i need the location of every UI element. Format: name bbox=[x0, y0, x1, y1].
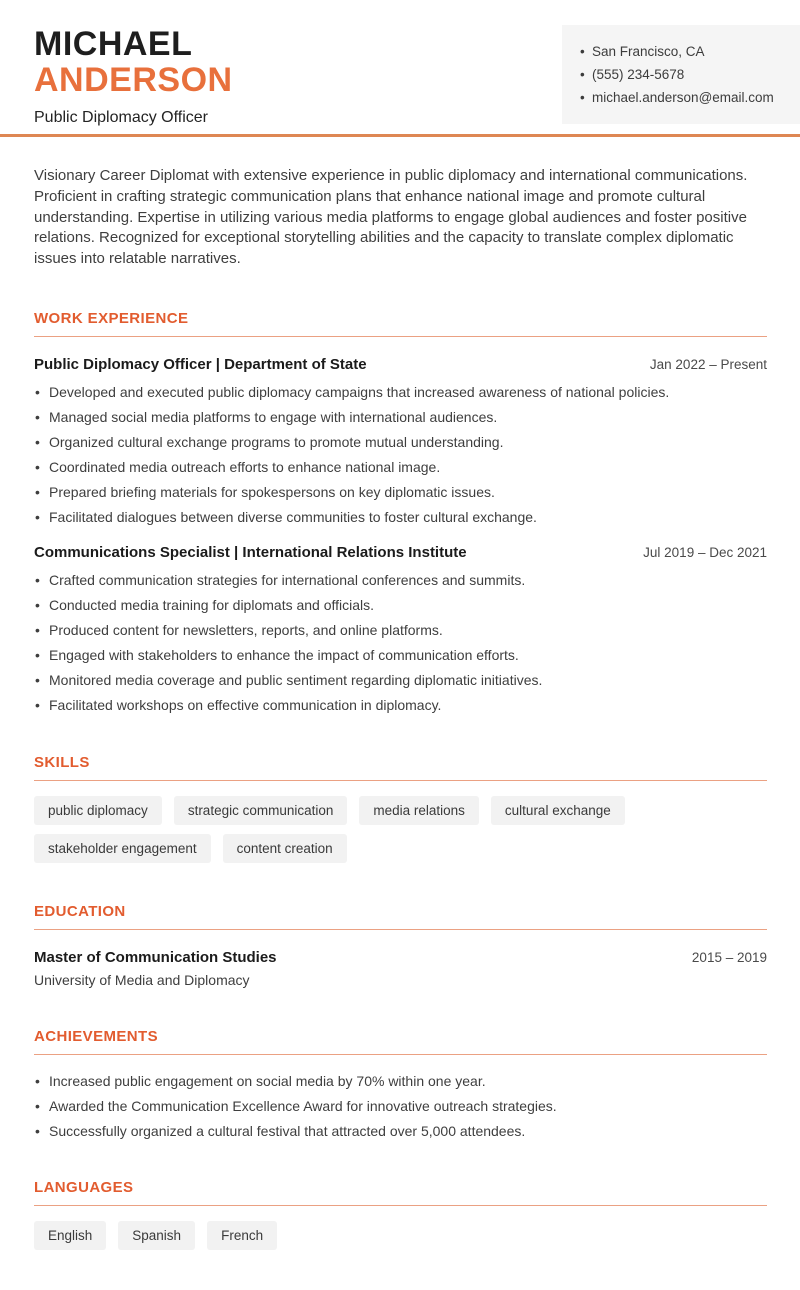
candidate-job-title: Public Diplomacy Officer bbox=[34, 109, 208, 127]
education-header bbox=[34, 949, 767, 966]
achievement-bullet: • Awarded the Communication Excellence Award for innovative outreach strategies. bbox=[34, 1098, 767, 1115]
achievement-bullet: • Increased public engagement on social media by 70% within one year. bbox=[34, 1073, 767, 1090]
section-achievements bbox=[34, 1028, 767, 1140]
section-education bbox=[34, 903, 767, 988]
skill-chip: cultural exchange bbox=[491, 796, 625, 825]
achievement-bullet: • Successfully organized a cultural festival that attracted over 5,000 attendees. bbox=[34, 1123, 767, 1140]
job-bullet-list bbox=[34, 572, 767, 714]
job-bullet: • Engaged with stakeholders to enhance the impact of communication efforts. bbox=[34, 647, 767, 664]
job-bullet: • Conducted media training for diplomats and officials. bbox=[34, 597, 767, 614]
skill-chip: strategic communication bbox=[174, 796, 348, 825]
section-skills bbox=[34, 754, 767, 863]
job-title: Public Diplomacy Officer | Department of State bbox=[34, 355, 367, 373]
section-divider bbox=[34, 929, 767, 930]
skill-chip: public diplomacy bbox=[34, 796, 162, 825]
section-work-experience bbox=[34, 310, 767, 714]
skill-chip: stakeholder engagement bbox=[34, 834, 211, 863]
section-divider bbox=[34, 1054, 767, 1055]
languages-chip-list bbox=[34, 1221, 767, 1250]
job-dates: Jul 2019 – Dec 2021 bbox=[643, 545, 767, 561]
education-entry bbox=[34, 949, 767, 988]
job-bullet: • Crafted communication strategies for international conferences and summits. bbox=[34, 572, 767, 589]
contact-phone bbox=[580, 66, 786, 83]
job-bullet: • Facilitated workshops on effective communication in diplomacy. bbox=[34, 697, 767, 714]
job-bullet: • Developed and executed public diplomacy campaigns that increased awareness of national policies. bbox=[34, 384, 767, 401]
job-bullet: • Organized cultural exchange programs to promote mutual understanding. bbox=[34, 434, 767, 451]
education-dates: 2015 – 2019 bbox=[691, 949, 767, 965]
section-divider bbox=[34, 336, 767, 337]
section-languages bbox=[34, 1179, 767, 1250]
job-bullet: • Monitored media coverage and public sentiment regarding diplomatic initiatives. bbox=[34, 672, 767, 689]
languages-heading: LANGUAGES bbox=[34, 1179, 134, 1197]
language-chip: French bbox=[207, 1221, 277, 1250]
job-bullet: • Facilitated dialogues between diverse communities to foster cultural exchange. bbox=[34, 509, 767, 526]
job-bullet-list bbox=[34, 384, 767, 526]
contact-email bbox=[580, 89, 786, 106]
job-bullet: • Prepared briefing materials for spokespersons on key diplomatic issues. bbox=[34, 484, 767, 501]
education-heading: EDUCATION bbox=[34, 902, 126, 920]
job-entry bbox=[34, 544, 767, 714]
skills-chip-list bbox=[34, 796, 767, 863]
education-degree: Master of Communication Studies bbox=[34, 948, 277, 966]
contact-location-text: San Francisco, CA bbox=[592, 44, 705, 59]
bullet-dot: • bbox=[580, 44, 585, 59]
bullet-dot: • bbox=[580, 67, 585, 82]
contact-email-text: michael.anderson@email.com bbox=[592, 90, 774, 105]
job-header bbox=[34, 356, 767, 373]
education-school: University of Media and Diplomacy bbox=[34, 971, 250, 988]
work-experience-heading: WORK EXPERIENCE bbox=[34, 309, 189, 327]
resume-header bbox=[0, 0, 800, 137]
job-bullet: • Coordinated media outreach efforts to enhance national image. bbox=[34, 459, 767, 476]
job-title: Communications Specialist | International Relations Institute bbox=[34, 544, 467, 562]
job-entry bbox=[34, 356, 767, 526]
job-bullet: • Produced content for newsletters, reports, and online platforms. bbox=[34, 622, 767, 639]
skill-chip: media relations bbox=[359, 796, 479, 825]
contact-location bbox=[580, 43, 786, 60]
job-dates: Jan 2022 – Present bbox=[649, 356, 767, 372]
skills-heading: SKILLS bbox=[34, 753, 90, 771]
job-header bbox=[34, 544, 767, 561]
section-divider bbox=[34, 1205, 767, 1206]
candidate-last-name: ANDERSON bbox=[34, 61, 233, 100]
bullet-dot: • bbox=[580, 90, 585, 105]
job-bullet: • Managed social media platforms to engage with international audiences. bbox=[34, 409, 767, 426]
resume-body bbox=[0, 166, 800, 1290]
summary-paragraph: Visionary Career Diplomat with extensive experience in public diplomacy and international communications. Proficient in crafting strategic communication plans that enhance national image and promote cultural understanding. Expertise in utilizing various media platforms to engage global audiences and foster positive relations. Recognized for exceptional storytelling abilities and the capacity to translate complex diplomatic issues into relatable narratives. bbox=[34, 167, 748, 268]
contact-phone-text: (555) 234-5678 bbox=[592, 67, 685, 82]
achievements-heading: ACHIEVEMENTS bbox=[34, 1027, 158, 1045]
skill-chip: content creation bbox=[223, 834, 347, 863]
section-divider bbox=[34, 780, 767, 781]
contact-card bbox=[562, 25, 800, 124]
language-chip: English bbox=[34, 1221, 106, 1250]
language-chip: Spanish bbox=[118, 1221, 195, 1250]
candidate-first-name: MICHAEL bbox=[34, 25, 193, 63]
